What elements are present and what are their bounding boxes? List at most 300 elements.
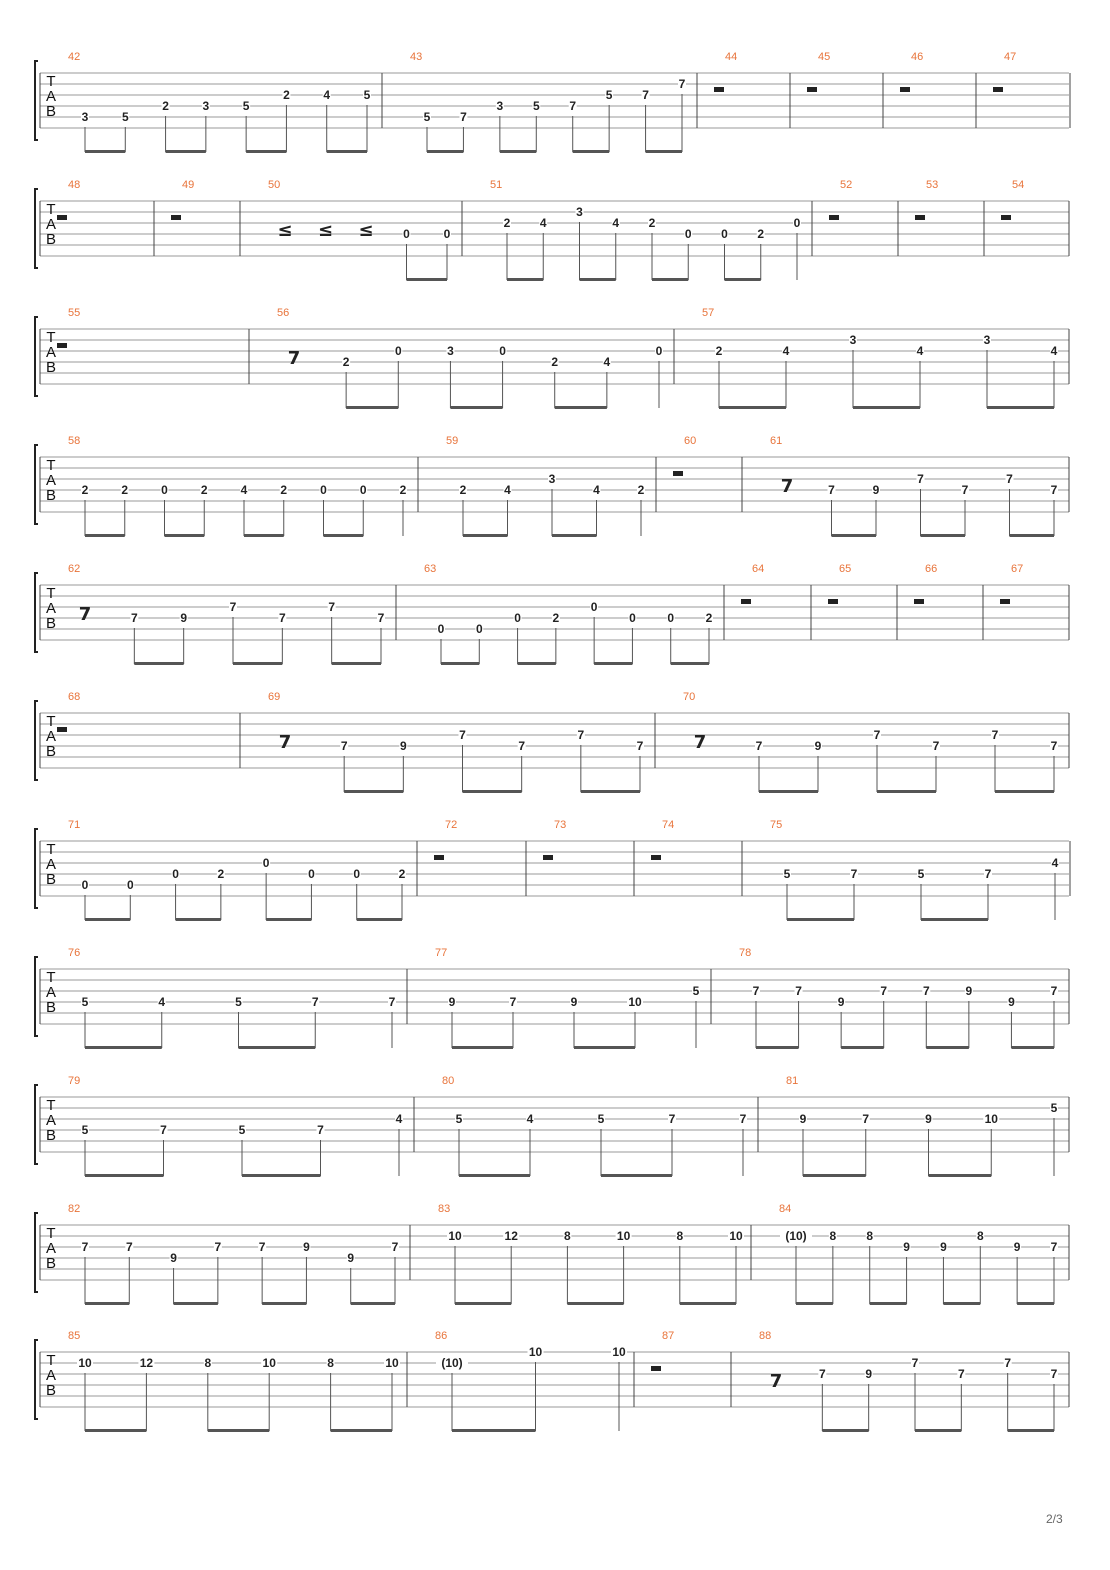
tab-clef-letter: A: [45, 1367, 57, 1384]
note-beam: [552, 534, 597, 537]
fret-number: 0: [514, 611, 521, 625]
measure: [683, 691, 1069, 793]
tab-clef-letter: T: [46, 585, 56, 602]
measure-number: 46: [911, 51, 924, 63]
fret-number: 2: [200, 483, 208, 497]
tab-system: [35, 51, 1070, 153]
note-beam: [450, 406, 502, 409]
fret-number: 5: [1050, 1101, 1058, 1115]
fret-number: 9: [865, 1367, 873, 1381]
measure-number: 48: [68, 179, 81, 191]
measure-number: 49: [182, 179, 195, 191]
note-beam: [332, 662, 381, 665]
fret-number: 3: [576, 205, 583, 219]
measure-number: 84: [779, 1203, 792, 1215]
tab-clef-letter: A: [45, 344, 57, 361]
note-beam: [452, 1046, 513, 1049]
fret-number: 7: [1006, 472, 1013, 486]
whole-rest: [900, 87, 910, 92]
tab-clef-letter: B: [45, 615, 57, 632]
tab-system: [35, 819, 1070, 921]
tab-clef-letter: T: [46, 457, 56, 474]
note-beam: [85, 1429, 146, 1432]
fret-number: 9: [799, 1112, 807, 1126]
fret-number: 0: [262, 856, 270, 870]
fret-number: 2: [648, 216, 656, 230]
note-beam: [671, 662, 709, 665]
measure-number: 55: [68, 307, 81, 319]
fret-number: 4: [240, 483, 248, 497]
measure: [490, 179, 812, 281]
fret-number: 7: [961, 483, 969, 497]
note-beam: [574, 1046, 635, 1049]
note-beam: [601, 1174, 672, 1177]
measure-number: 85: [68, 1330, 81, 1342]
fret-number: 7: [917, 472, 924, 486]
tab-system: [35, 307, 1069, 409]
note-beam: [796, 1302, 833, 1305]
note-beam: [594, 662, 632, 665]
note-beam: [351, 1302, 395, 1305]
fret-number: 7: [577, 728, 585, 742]
fret-number: 8: [976, 1229, 984, 1243]
tab-clef-letter: A: [45, 472, 57, 489]
note-beam: [1010, 534, 1055, 537]
note-beam: [853, 406, 920, 409]
measure: [770, 819, 1070, 921]
measure: [442, 1075, 758, 1177]
tab-clef-letter: B: [45, 103, 57, 120]
tab-system: [35, 1075, 1069, 1177]
measure: [739, 947, 1069, 1049]
measure-number: 45: [818, 51, 831, 63]
measure: [779, 1203, 1069, 1305]
fret-number: 2: [342, 355, 350, 369]
measure: [702, 307, 1069, 409]
measure-number: 61: [770, 435, 783, 447]
note-beam: [680, 1302, 736, 1305]
fret-number: 9: [837, 995, 845, 1009]
fret-number: 5: [692, 984, 700, 998]
quarter-rest: ≤: [358, 220, 374, 241]
measure-number: 58: [68, 435, 81, 447]
note-beam: [266, 918, 311, 921]
whole-rest: [434, 855, 444, 860]
fret-number: 7: [509, 995, 517, 1009]
system-bracket: [35, 189, 38, 268]
fret-number: 7: [850, 867, 858, 881]
fret-number: 0: [394, 344, 402, 358]
measure: [828, 563, 897, 640]
fret-number: 0: [655, 344, 663, 358]
measure-number: 53: [926, 179, 939, 191]
note-beam: [995, 790, 1054, 793]
tab-clef-letter: B: [45, 743, 57, 760]
tab-clef-letter: T: [46, 1225, 56, 1242]
measure-number: 50: [268, 179, 281, 191]
fret-number: 9: [925, 1112, 932, 1126]
fret-number: 2: [283, 88, 290, 102]
note-beam: [327, 150, 367, 153]
fret-number: 7: [160, 1123, 167, 1137]
fret-number: 7: [81, 1240, 89, 1254]
note-beam: [246, 150, 286, 153]
fret-number: 4: [539, 216, 547, 230]
note-beam: [929, 1174, 992, 1177]
note-beam: [208, 1429, 269, 1432]
fret-number: 8: [866, 1229, 874, 1243]
fret-number: 10: [729, 1229, 743, 1243]
note-beam: [822, 1429, 868, 1432]
fret-number: 5: [235, 995, 242, 1009]
fret-number: 2: [551, 355, 559, 369]
fret-number: 0: [793, 216, 801, 230]
note-beam: [242, 1174, 321, 1177]
note-beam: [331, 1429, 392, 1432]
fret-number: 5: [597, 1112, 605, 1126]
measure-number: 52: [840, 179, 853, 191]
tab-clef-letter: T: [46, 73, 56, 90]
measure-number: 66: [925, 563, 938, 575]
measure: [770, 435, 1069, 537]
fret-number: 7: [125, 1240, 133, 1254]
whole-rest: [651, 1366, 661, 1371]
fret-number: 10: [78, 1356, 92, 1370]
fret-number: 4: [603, 355, 611, 369]
note-beam: [500, 150, 536, 153]
eighth-rest: 7: [693, 732, 707, 753]
measure: [435, 1330, 634, 1432]
tab-clef-letter: A: [45, 728, 57, 745]
fret-number: 12: [504, 1229, 518, 1243]
fret-number: 7: [388, 995, 396, 1009]
fret-number: 7: [1050, 1240, 1058, 1254]
fret-number: 7: [678, 77, 686, 91]
note-beam: [877, 790, 936, 793]
whole-rest: [651, 855, 661, 860]
tab-clef-letter: B: [45, 487, 57, 504]
measure: [1000, 563, 1069, 640]
fret-number: 5: [532, 99, 540, 113]
fret-number: 8: [564, 1229, 571, 1243]
fret-number: 7: [377, 611, 385, 625]
fret-number: 2: [715, 344, 723, 358]
note-beam: [174, 1302, 218, 1305]
note-beam: [646, 150, 682, 153]
note-beam: [787, 918, 854, 921]
measure: [1001, 179, 1069, 256]
fret-number: 0: [590, 600, 598, 614]
fret-number: 0: [126, 878, 134, 892]
measure: [900, 51, 976, 128]
fret-number: 9: [448, 995, 456, 1009]
note-beam: [580, 278, 616, 281]
fret-number: (10): [785, 1229, 807, 1243]
whole-rest: [914, 599, 924, 604]
fret-number: 2: [459, 483, 467, 497]
note-beam: [344, 790, 403, 793]
fret-number: 7: [391, 1240, 399, 1254]
fret-number: 0: [320, 483, 327, 497]
measure: [993, 51, 1070, 128]
fret-number: 7: [922, 984, 930, 998]
fret-number: 3: [849, 333, 857, 347]
fret-number: 2: [398, 867, 406, 881]
note-beam: [987, 406, 1054, 409]
measure: [786, 1075, 1069, 1177]
measure: [759, 1330, 1069, 1432]
note-beam: [518, 662, 556, 665]
tab-system: [35, 1330, 1069, 1432]
note-beam: [85, 534, 125, 537]
note-beam: [926, 1046, 969, 1049]
fret-number: 10: [984, 1112, 998, 1126]
measure-number: 72: [445, 819, 458, 831]
fret-number: 4: [323, 88, 331, 102]
fret-number: 2: [552, 611, 560, 625]
note-beam: [85, 150, 125, 153]
fret-number: 8: [204, 1356, 212, 1370]
note-beam: [427, 150, 463, 153]
tab-clef-letter: A: [45, 856, 57, 873]
fret-number: 7: [873, 728, 881, 742]
measure: [438, 1203, 751, 1305]
system-bracket: [35, 1213, 38, 1292]
tab-clef-letter: T: [46, 329, 56, 346]
measure: [434, 819, 526, 896]
measure: [171, 179, 240, 256]
measure-number: 81: [786, 1075, 799, 1087]
system-bracket: [35, 61, 38, 140]
measure-number: 42: [68, 51, 81, 63]
fret-number: 8: [829, 1229, 837, 1243]
measure: [57, 691, 240, 768]
fret-number: 7: [828, 483, 835, 497]
fret-number: 4: [395, 1112, 403, 1126]
fret-number: 7: [752, 984, 760, 998]
measure: [807, 51, 883, 128]
measure: [68, 1330, 407, 1432]
measure: [435, 947, 711, 1049]
measure: [68, 435, 418, 537]
measure-number: 43: [410, 51, 423, 63]
tab-clef-letter: B: [45, 999, 57, 1016]
measure: [424, 563, 724, 665]
fret-number: 0: [161, 483, 168, 497]
fret-number: 5: [917, 867, 925, 881]
note-beam: [915, 1429, 961, 1432]
note-beam: [803, 1174, 866, 1177]
fret-number: 10: [616, 1229, 631, 1243]
measure: [68, 819, 417, 921]
fret-number: 7: [569, 99, 577, 113]
fret-number: 5: [783, 867, 791, 881]
fret-number: 7: [668, 1112, 676, 1126]
fret-number: 7: [311, 995, 319, 1009]
whole-rest: [673, 471, 683, 476]
whole-rest: [807, 87, 817, 92]
measure-number: 88: [759, 1330, 772, 1342]
tab-system: [35, 947, 1069, 1049]
measure: [68, 1203, 410, 1305]
measure: [57, 307, 249, 384]
fret-number: 2: [637, 483, 645, 497]
whole-rest: [1000, 599, 1010, 604]
fret-number: 9: [180, 611, 188, 625]
fret-number: 7: [795, 984, 802, 998]
fret-number: 4: [916, 344, 924, 358]
fret-number: 9: [303, 1240, 310, 1254]
fret-number: 2: [757, 227, 765, 241]
measure-number: 80: [442, 1075, 455, 1087]
system-bracket: [35, 957, 38, 1036]
whole-rest: [828, 599, 838, 604]
measure: [446, 435, 656, 537]
fret-number: 12: [139, 1356, 154, 1370]
system-bracket: [35, 573, 38, 652]
fret-number: 2: [503, 216, 511, 230]
fret-number: 10: [612, 1345, 626, 1359]
fret-number: 0: [667, 611, 675, 625]
whole-rest: [714, 87, 724, 92]
measure: [268, 691, 655, 793]
quarter-rest: ≤: [317, 220, 334, 241]
whole-rest: [993, 87, 1003, 92]
measure-number: 60: [684, 435, 697, 447]
note-beam: [1017, 1302, 1054, 1305]
tab-clef-letter: B: [45, 1382, 57, 1399]
fret-number: 7: [1050, 984, 1058, 998]
note-beam: [581, 790, 640, 793]
fret-number: 10: [528, 1345, 543, 1359]
note-beam: [555, 406, 607, 409]
fret-number: 0: [721, 227, 728, 241]
note-beam: [719, 406, 786, 409]
fret-number: 0: [81, 878, 89, 892]
fret-number: 5: [423, 110, 431, 124]
note-beam: [1011, 1046, 1054, 1049]
eighth-rest: 7: [769, 1371, 783, 1392]
measure-number: 83: [438, 1203, 451, 1215]
fret-number: 4: [612, 216, 620, 230]
fret-number: 5: [242, 99, 250, 113]
fret-number: 7: [911, 1356, 919, 1370]
fret-number: 9: [570, 995, 578, 1009]
measure: [651, 819, 742, 896]
whole-rest: [915, 215, 925, 220]
note-beam: [832, 534, 877, 537]
tab-clef-letter: T: [46, 201, 56, 218]
eighth-rest: 7: [278, 732, 292, 753]
fret-number: 7: [818, 1367, 826, 1381]
note-beam: [463, 534, 508, 537]
tab-clef-letter: T: [46, 1352, 56, 1369]
fret-number: 3: [81, 110, 89, 124]
measure-number: 69: [268, 691, 281, 703]
note-beam: [85, 1174, 164, 1177]
fret-number: 7: [214, 1240, 222, 1254]
fret-number: 2: [705, 611, 713, 625]
fret-number: 0: [172, 867, 179, 881]
tab-clef-letter: B: [45, 1127, 57, 1144]
note-beam: [455, 1302, 511, 1305]
note-beam: [567, 1302, 623, 1305]
tab-clef-letter: B: [45, 1255, 57, 1272]
measure-number: 82: [68, 1203, 81, 1215]
whole-rest: [171, 215, 181, 220]
note-beam: [244, 534, 284, 537]
measure-number: 67: [1011, 563, 1024, 575]
tab-clef-letter: T: [46, 713, 56, 730]
fret-number: 7: [755, 739, 763, 753]
fret-number: 0: [437, 622, 445, 636]
note-beam: [324, 534, 364, 537]
whole-rest: [543, 855, 553, 860]
note-beam: [573, 150, 609, 153]
note-beam: [165, 534, 205, 537]
eighth-rest: 7: [78, 604, 92, 625]
measure: [914, 563, 983, 640]
measure-number: 73: [554, 819, 567, 831]
tab-clef-letter: B: [45, 359, 57, 376]
measure-number: 75: [770, 819, 783, 831]
fret-number: 7: [636, 739, 644, 753]
system-bracket: [35, 445, 38, 524]
fret-number: 2: [81, 483, 89, 497]
fret-number: (10): [441, 1356, 463, 1370]
note-beam: [943, 1302, 980, 1305]
measure: [915, 179, 984, 256]
note-beam: [233, 662, 282, 665]
note-beam: [262, 1302, 306, 1305]
fret-number: 2: [280, 483, 288, 497]
fret-number: 5: [455, 1112, 463, 1126]
measure: [68, 947, 407, 1049]
note-beam: [239, 1046, 316, 1049]
measure: [543, 819, 634, 896]
fret-number: 9: [347, 1251, 355, 1265]
measure-number: 63: [424, 563, 437, 575]
fret-number: 9: [1008, 995, 1015, 1009]
fret-number: 7: [518, 739, 526, 753]
measure-number: 71: [68, 819, 81, 831]
fret-number: 7: [957, 1367, 965, 1381]
measure-number: 56: [277, 307, 290, 319]
measure: [68, 51, 382, 153]
fret-number: 7: [1050, 483, 1058, 497]
note-beam: [1008, 1429, 1054, 1432]
fret-number: 7: [278, 611, 286, 625]
note-beam: [452, 1429, 536, 1432]
tab-clef-letter: B: [45, 231, 57, 248]
measure-number: 47: [1004, 51, 1017, 63]
fret-number: 7: [642, 88, 649, 102]
fret-number: 7: [1004, 1356, 1012, 1370]
fret-number: 7: [130, 611, 138, 625]
fret-number: 7: [229, 600, 237, 614]
fret-number: 4: [526, 1112, 534, 1126]
fret-number: 3: [983, 333, 991, 347]
fret-number: 8: [327, 1356, 334, 1370]
measure-number: 74: [662, 819, 675, 831]
system-bracket: [35, 1340, 38, 1419]
fret-number: 2: [399, 483, 407, 497]
measure-number: 77: [435, 947, 448, 959]
fret-number: 5: [81, 995, 89, 1009]
whole-rest: [741, 599, 751, 604]
note-beam: [441, 662, 479, 665]
measure: [68, 563, 396, 665]
